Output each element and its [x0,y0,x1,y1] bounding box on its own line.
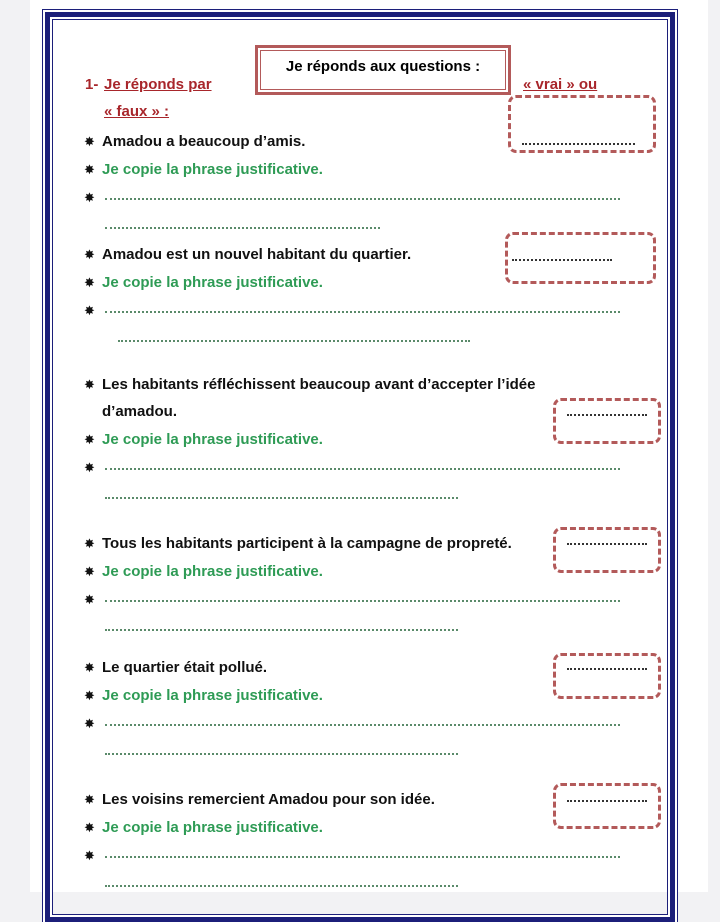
question-text-continued: d’amadou. [102,403,178,420]
question-text: Amadou est un nouvel habitant du quartier. [102,246,412,263]
justification-line[interactable] [105,600,620,602]
section-label-faux: « faux » : [104,103,170,120]
bullet-icon: ✸ [84,660,95,675]
bullet-icon: ✸ [84,536,95,551]
bullet-icon: ✸ [84,190,95,205]
bullet-icon: ✸ [84,820,95,835]
answer-field[interactable] [512,259,612,261]
justify-instruction: Je copie la phrase justificative. [102,161,323,178]
bullet-icon: ✸ [84,460,95,475]
bullet-icon: ✸ [84,792,95,807]
title-box: Je réponds aux questions : [255,45,511,95]
bullet-icon: ✸ [84,432,95,447]
answer-box[interactable] [553,527,661,573]
justification-line[interactable] [105,497,458,499]
justify-instruction: Je copie la phrase justificative. [102,563,323,580]
section-label-vrai: « vrai » ou [523,76,598,93]
question-text: Les voisins remercient Amadou pour son idée. [102,791,435,808]
section-label: Je réponds par [104,76,212,93]
justification-line[interactable] [105,198,620,200]
question-text: Amadou a beaucoup d’amis. [102,133,306,150]
bullet-icon: ✸ [84,377,95,392]
bullet-icon: ✸ [84,564,95,579]
justification-line[interactable] [105,856,620,858]
justification-line[interactable] [105,753,458,755]
answer-box[interactable] [553,783,661,829]
answer-box[interactable] [553,653,661,699]
justification-line[interactable] [105,629,458,631]
bullet-icon: ✸ [84,275,95,290]
justification-line[interactable] [105,885,458,887]
answer-field[interactable] [567,800,647,802]
question-text: Le quartier était pollué. [102,659,268,676]
bullet-icon: ✸ [84,247,95,262]
justification-line[interactable] [105,311,620,313]
bullet-icon: ✸ [84,162,95,177]
bullet-icon: ✸ [84,688,95,703]
justify-instruction: Je copie la phrase justificative. [102,274,323,291]
answer-field[interactable] [567,668,647,670]
answer-field[interactable] [522,143,635,145]
justify-instruction: Je copie la phrase justificative. [102,687,323,704]
justification-line[interactable] [118,340,470,342]
answer-box[interactable] [553,398,661,444]
bullet-icon: ✸ [84,134,95,149]
bullet-icon: ✸ [84,592,95,607]
question-text: Les habitants réfléchissent beaucoup avant d’accepter l’idée [102,376,536,393]
question-text: Tous les habitants participent à la campagne de propreté. [102,535,512,552]
justification-line[interactable] [105,468,620,470]
answer-field[interactable] [567,543,647,545]
answer-field[interactable] [567,414,647,416]
justification-line[interactable] [105,227,380,229]
bullet-icon: ✸ [84,848,95,863]
bullet-icon: ✸ [84,716,95,731]
answer-box[interactable] [505,232,656,284]
bullet-icon: ✸ [84,303,95,318]
justify-instruction: Je copie la phrase justificative. [102,431,323,448]
justification-line[interactable] [105,724,620,726]
justify-instruction: Je copie la phrase justificative. [102,819,323,836]
section-number: 1- [85,76,99,93]
